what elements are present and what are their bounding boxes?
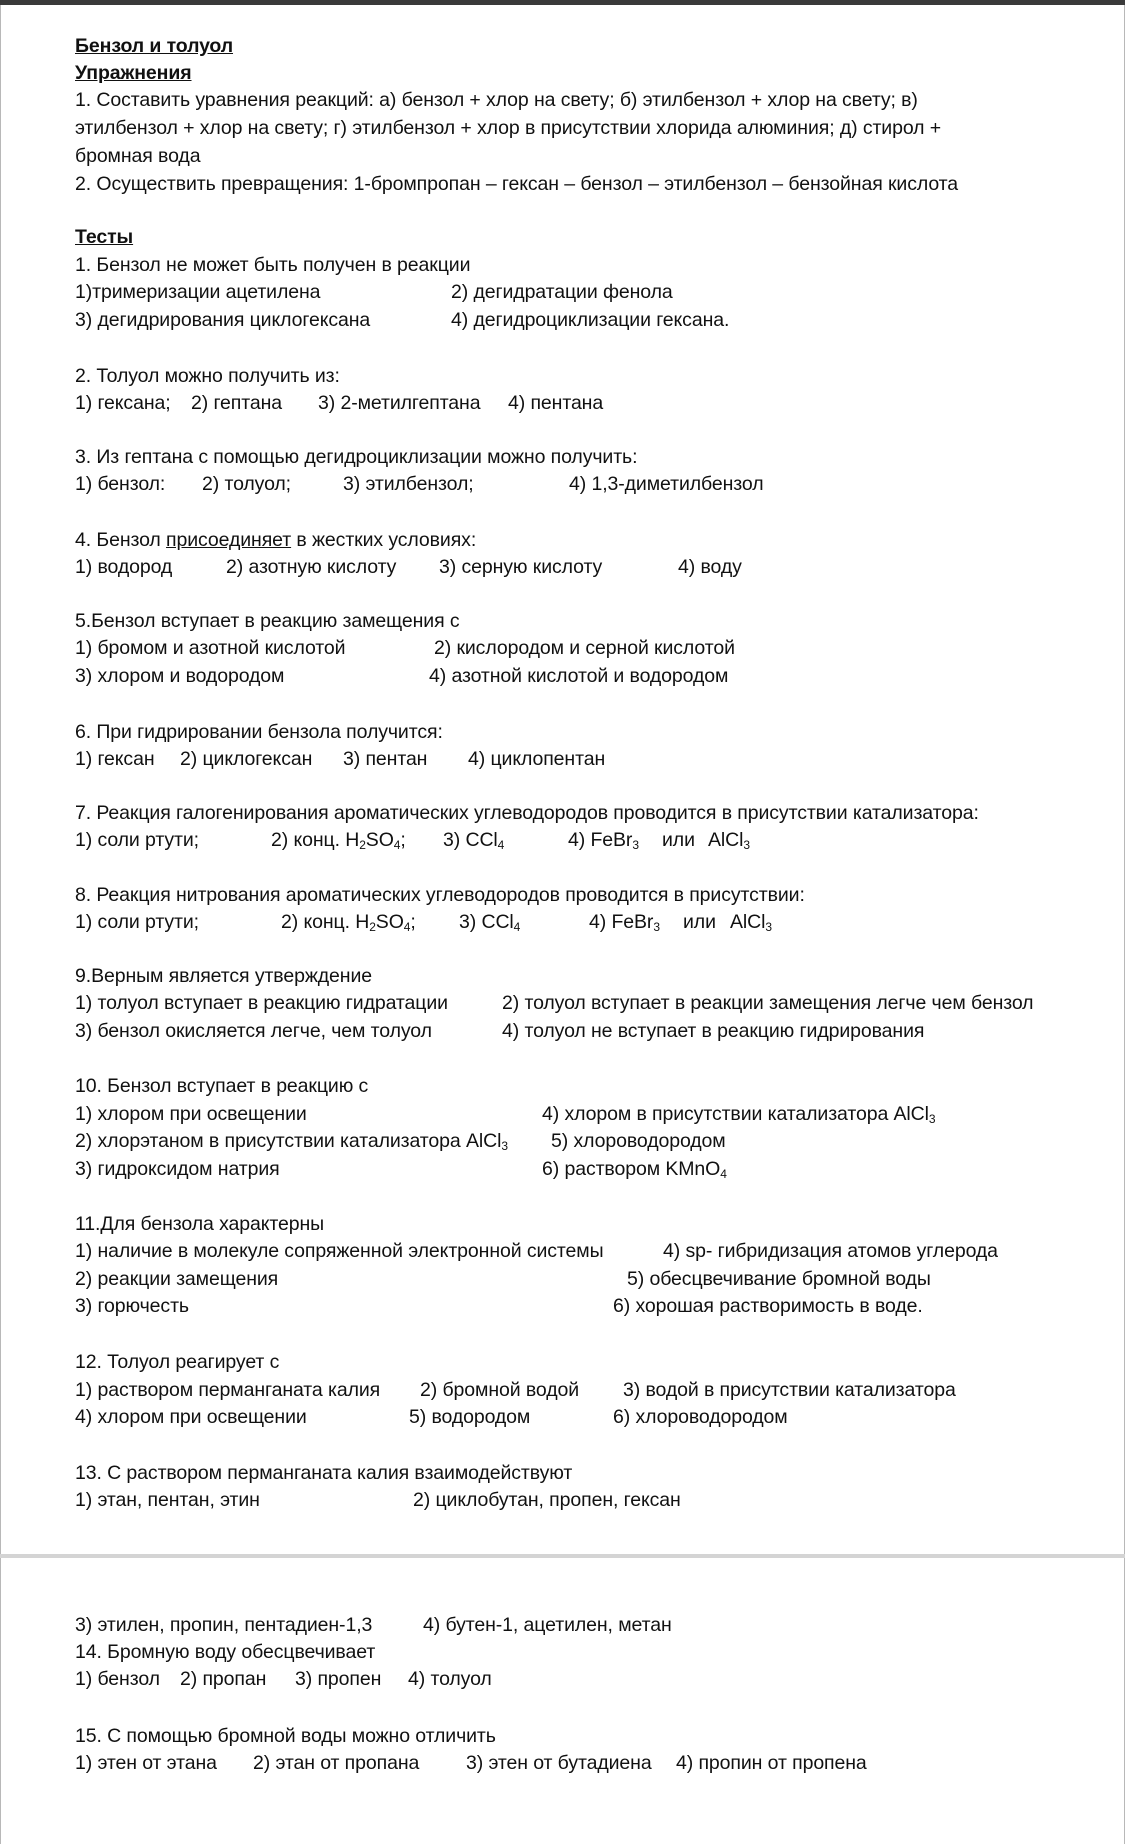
question-2: 2. Толуол можно получить из:: [75, 365, 340, 387]
q4-option-2: 2) азотную кислоту: [226, 556, 397, 578]
question-4: [75, 527, 476, 553]
q10-option-6-sub: 4: [720, 1167, 727, 1181]
q8-option-2-c: ;: [410, 911, 416, 933]
q2-option-4: 4) пентана: [508, 392, 604, 414]
q8-option-2: [281, 909, 416, 935]
q1-option-2: 2) дегидратации фенола: [451, 281, 673, 303]
question-10-options-row-3: [75, 1156, 1075, 1182]
q8-option-2-sub-1: 2: [369, 920, 376, 934]
q4-option-4: 4) воду: [678, 556, 742, 578]
q6-option-2: 2) циклогексан: [180, 748, 313, 770]
q10-option-5: 5) хлороводородом: [551, 1130, 726, 1152]
question-10-options-row-2: [75, 1128, 1075, 1154]
question-9-options-row-1: [75, 990, 1115, 1016]
q7-or: или: [662, 829, 695, 851]
q3-option-4: 4) 1,3-диметилбензол: [569, 473, 764, 495]
q5-option-1: 1) бромом и азотной кислотой: [75, 637, 346, 659]
exercises-heading: Упражнения: [75, 62, 192, 84]
question-3-options: [75, 471, 1075, 497]
q7-option-3: [443, 827, 504, 853]
question-12: 12. Толуол реагирует с: [75, 1351, 280, 1373]
q7-option-2-b: SO: [365, 829, 394, 851]
q8-option-1: 1) соли ртути;: [75, 911, 199, 933]
q3-option-1: 1) бензол:: [75, 473, 166, 495]
q12-option-3: 3) водой в присутствии катализатора: [623, 1379, 956, 1401]
q10-option-4-a: 4) хлором в присутствии катализатора AlCl: [542, 1103, 929, 1125]
q10-option-2-a: 2) хлорэтаном в присутствии катализатора AlCl: [75, 1130, 502, 1152]
q2-option-2: 2) гептана: [191, 392, 283, 414]
q15-option-4: 4) пропин от пропена: [676, 1752, 867, 1774]
question-10-options-row-1: [75, 1101, 1075, 1127]
q8-option-4-a: 4) FeBr: [589, 911, 654, 933]
q13-option-2: 2) циклобутан, пропен, гексан: [413, 1489, 681, 1511]
q4-underlined-word: присоединяет: [166, 529, 292, 551]
q3-option-3: 3) этилбензол;: [343, 473, 474, 495]
q12-option-1: 1) раствором перманганата калия: [75, 1379, 381, 1401]
question-8: 8. Реакция нитрования ароматических углеводородов проводится в присутствии:: [75, 884, 805, 906]
q2-option-1: 1) гексана;: [75, 392, 171, 414]
question-13-options-row-2: [75, 1612, 1075, 1638]
tests-heading: Тесты: [75, 226, 134, 248]
q1-option-4: 4) дегидроциклизации гексана.: [451, 309, 730, 331]
q1-option-3: 3) дегидрирования циклогексана: [75, 309, 371, 331]
q7-option-2: [271, 827, 406, 853]
q6-option-3: 3) пентан: [343, 748, 428, 770]
question-6-options: [75, 746, 1075, 772]
question-5-options-row-1: [75, 635, 1075, 661]
q6-option-4: 4) циклопентан: [468, 748, 606, 770]
q13-option-3: 3) этилен, пропин, пентадиен-1,3: [75, 1614, 373, 1636]
q11-option-2: 2) реакции замещения: [75, 1268, 279, 1290]
q14-option-3: 3) пропен: [295, 1668, 382, 1690]
question-11-options-row-2: [75, 1266, 1075, 1292]
exercise-line-2: этилбензол + хлор на свету; г) этилбензол + хлор в присутствии хлорида алюминия; д) стирол +: [75, 117, 942, 139]
question-13-options-row-1: [75, 1487, 1075, 1513]
question-11-options-row-3: [75, 1293, 1075, 1319]
q4-text-c: в жестких условиях:: [291, 529, 477, 551]
question-14-options: [75, 1666, 1075, 1692]
q11-option-6: 6) хорошая растворимость в воде.: [613, 1295, 923, 1317]
question-9-options-row-2: [75, 1018, 1075, 1044]
q8-option-2-a: 2) конц. H: [281, 911, 370, 933]
document-page-1: [0, 5, 1125, 1554]
q3-option-2: 2) толуол;: [202, 473, 291, 495]
question-9: 9.Верным является утверждение: [75, 965, 372, 987]
question-7: 7. Реакция галогенирования ароматических углеводородов проводится в присутствии катализатора:: [75, 802, 979, 824]
q9-option-2: 2) толуол вступает в реакции замещения легче чем бензол: [502, 992, 1034, 1014]
q14-option-1: 1) бензол: [75, 1668, 160, 1690]
question-7-options: [75, 827, 1075, 853]
q8-option-5-a: AlCl: [730, 911, 766, 933]
q9-option-3: 3) бензол окисляется легче, чем толуол: [75, 1020, 432, 1042]
q7-option-5: [708, 827, 750, 853]
q14-option-2: 2) пропан: [180, 1668, 267, 1690]
q11-option-5: 5) обесцвечивание бромной воды: [627, 1268, 931, 1290]
question-4-options: [75, 554, 1075, 580]
q7-option-3-sub: 4: [497, 838, 505, 852]
q10-option-4: [542, 1101, 935, 1127]
q12-option-6: 6) хлороводородом: [613, 1406, 788, 1428]
q7-option-1: 1) соли ртути;: [75, 829, 199, 851]
q1-option-1: 1)тримеризации ацетилена: [75, 281, 321, 303]
question-12-options-row-1: [75, 1377, 1075, 1403]
q7-option-2-sub-2: 4: [393, 838, 401, 852]
question-11: 11.Для бензола характерны: [75, 1213, 325, 1235]
q6-option-1: 1) гексан: [75, 748, 155, 770]
q7-option-5-sub: 3: [743, 838, 750, 852]
q15-option-1: 1) этен от этана: [75, 1752, 217, 1774]
q10-option-2-sub: 3: [501, 1139, 508, 1153]
question-14: 14. Бромную воду обесцвечивает: [75, 1641, 376, 1663]
q8-option-4: [589, 909, 660, 935]
q10-option-6: [542, 1156, 727, 1182]
q10-option-4-sub: 3: [928, 1112, 936, 1126]
exercise-line-1: 1. Составить уравнения реакций: а) бензол + хлор на свету; б) этилбензол + хлор на свету; в): [75, 89, 918, 111]
question-3: 3. Из гептана с помощью дегидроциклизации можно получить:: [75, 446, 638, 468]
q7-option-4-sub: 3: [632, 838, 639, 852]
question-12-options-row-2: [75, 1404, 1075, 1430]
q5-option-2: 2) кислородом и серной кислотой: [434, 637, 735, 659]
q12-option-5: 5) водородом: [409, 1406, 531, 1428]
question-15: 15. С помощью бромной воды можно отличить: [75, 1725, 496, 1747]
question-6: 6. При гидрировании бензола получится:: [75, 721, 443, 743]
q12-option-2: 2) бромной водой: [420, 1379, 580, 1401]
q15-option-2: 2) этан от пропана: [253, 1752, 420, 1774]
q11-option-4: 4) sp- гибридизация атомов углерода: [663, 1240, 998, 1262]
q5-option-3: 3) хлором и водородом: [75, 665, 285, 687]
question-1: 1. Бензол не может быть получен в реакции: [75, 254, 471, 276]
q7-option-5-a: AlCl: [708, 829, 744, 851]
q12-option-4: 4) хлором при освещении: [75, 1406, 307, 1428]
q7-option-2-a: 2) конц. H: [271, 829, 360, 851]
q7-option-2-c: ;: [400, 829, 406, 851]
q7-option-2-sub-1: 2: [359, 838, 366, 852]
question-2-options: [75, 390, 1075, 416]
q8-option-5-sub: 3: [765, 920, 772, 934]
q11-option-1: 1) наличие в молекуле сопряженной электронной системы: [75, 1240, 604, 1262]
q8-option-5: [730, 909, 772, 935]
q10-option-2: [75, 1128, 508, 1154]
question-5-options-row-2: [75, 663, 1075, 689]
question-13: 13. С раствором перманганата калия взаимодействуют: [75, 1462, 573, 1484]
q8-option-4-sub: 3: [653, 920, 660, 934]
exercise-line-3: бромная вода: [75, 145, 201, 167]
question-1-options-row-2: [75, 307, 1075, 333]
q8-option-3-a: 3) CCl: [459, 911, 514, 933]
q5-option-4: 4) азотной кислотой и водородом: [429, 665, 729, 687]
q8-or: или: [683, 911, 716, 933]
question-10: 10. Бензол вступает в реакцию с: [75, 1075, 369, 1097]
question-8-options: [75, 909, 1075, 935]
q13-option-4: 4) бутен-1, ацетилен, метан: [423, 1614, 672, 1636]
q9-option-1: 1) толуол вступает в реакцию гидратации: [75, 992, 448, 1014]
q2-option-3: 3) 2-метилгептана: [318, 392, 481, 414]
q10-option-1: 1) хлором при освещении: [75, 1103, 307, 1125]
q10-option-6-a: 6) раствором KMnO: [542, 1158, 721, 1180]
q8-option-3-sub: 4: [513, 920, 521, 934]
q4-option-1: 1) водород: [75, 556, 173, 578]
question-15-options: [75, 1750, 1075, 1776]
question-1-options-row-1: [75, 279, 1075, 305]
q7-option-4: [568, 827, 639, 853]
q9-option-4: 4) толуол не вступает в реакцию гидрирования: [502, 1020, 925, 1042]
q8-option-3: [459, 909, 520, 935]
q15-option-3: 3) этен от бутадиена: [466, 1752, 652, 1774]
document-page-2: [0, 1558, 1125, 1844]
q4-text-a: 4. Бензол: [75, 529, 167, 551]
q8-option-2-sub-2: 4: [403, 920, 411, 934]
q14-option-4: 4) толуол: [408, 1668, 492, 1690]
q4-option-3: 3) серную кислоту: [439, 556, 603, 578]
q10-option-3: 3) гидроксидом натрия: [75, 1158, 280, 1180]
question-5: 5.Бензол вступает в реакцию замещения с: [75, 610, 460, 632]
q7-option-4-a: 4) FeBr: [568, 829, 633, 851]
q8-option-2-b: SO: [375, 911, 404, 933]
q13-option-1: 1) этан, пентан, этин: [75, 1489, 260, 1511]
document-title: Бензол и толуол: [75, 35, 234, 57]
q7-option-3-a: 3) CCl: [443, 829, 498, 851]
exercise-line-4: 2. Осуществить превращения: 1-бромпропан – гексан – бензол – этилбензол – бензойная кислота: [75, 173, 959, 195]
question-11-options-row-1: [75, 1238, 1075, 1264]
q11-option-3: 3) горючесть: [75, 1295, 189, 1317]
